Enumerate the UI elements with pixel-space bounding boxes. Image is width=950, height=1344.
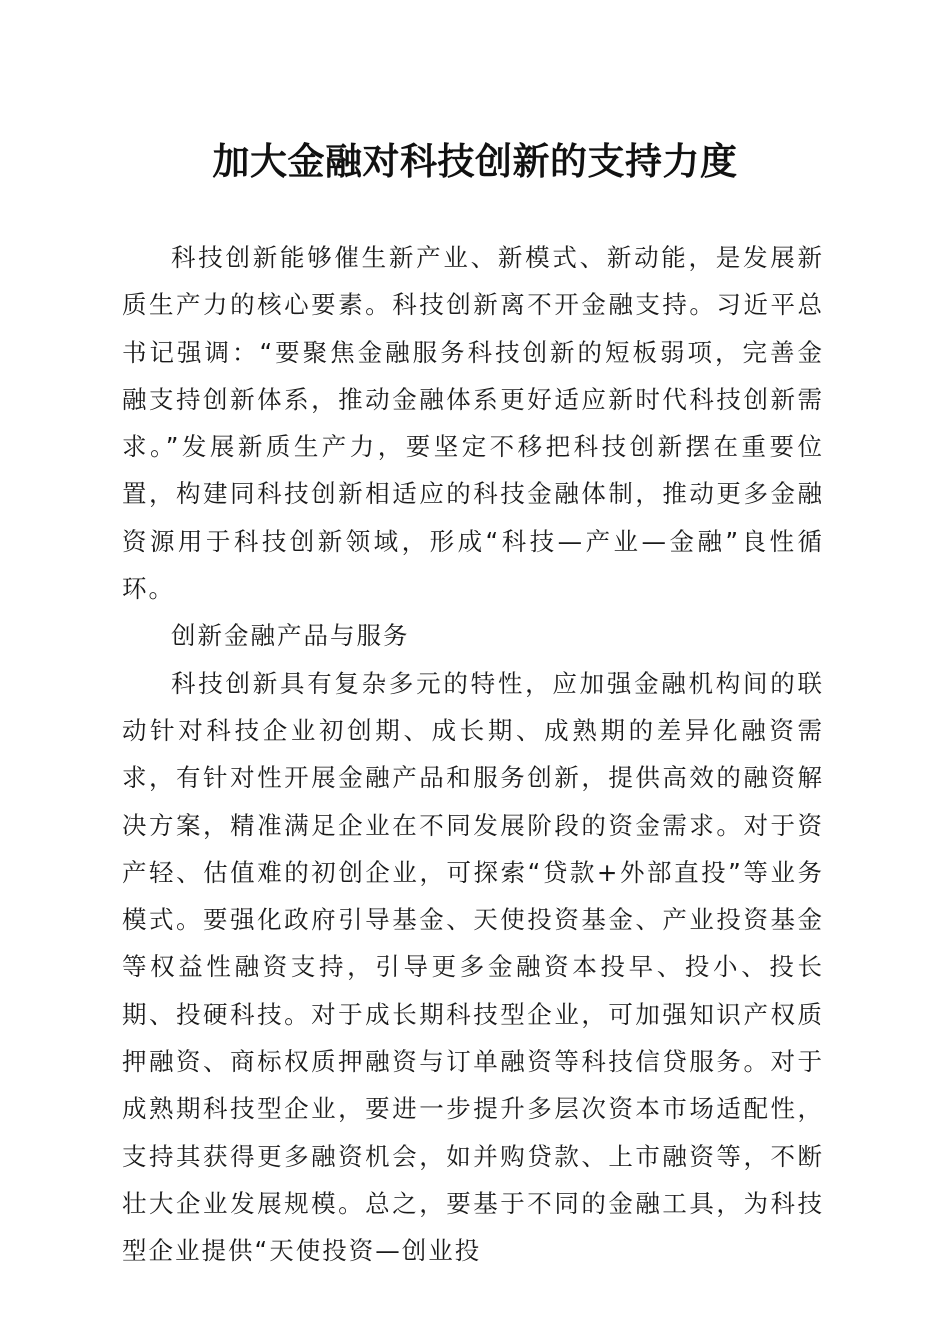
section-heading: 创新金融产品与服务 <box>171 621 410 651</box>
document-title: 加大金融对科技创新的支持力度 <box>212 139 738 183</box>
body-paragraph-2: 科技创新具有复杂多元的特性，应加强金融机构间的联动针对科技企业初创期、成长期、成熟期的差异化融资需求，有针对性开展金融产品和服务创新，提供高效的融资解决方案，精准满足企业在不同发展阶段的资金需求。对于资产轻、估值难的初创企业，可探索“贷款+外部直投”等业务模式。要强化政府引导基金、天使投资基金、产业投资基金等权益性融资支持，引导更多金融资本投早、投小、投长期、投硬科技。对于成长期科技型企业，可加强知识产权质押融资、商标权质押融资与订单融资等科技信贷服务。对于成熟期科技型企业，要进一步提升多层次资本市场适配性，支持其获得更多融资机会，如并购贷款、上市融资等，不断壮大企业发展规模。总之，要基于不同的金融工具，为科技型企业提供“天使投资—创业投 <box>122 668 824 1266</box>
body-paragraph-1: 科技创新能够催生新产业、新模式、新动能，是发展新质生产力的核心要素。科技创新离不开金融支持。习近平总书记强调：“要聚焦金融服务科技创新的短板弱项，完善金融支持创新体系，推动金融体系更好适应新时代科技创新需求。”发展新质生产力，要坚定不移把科技创新摆在重要位置，构建同科技创新相适应的科技金融体制，推动更多金融资源用于科技创新领域，形成“科技—产业—金融”良性循环。 <box>122 243 824 604</box>
document-body <box>122 234 824 1275</box>
